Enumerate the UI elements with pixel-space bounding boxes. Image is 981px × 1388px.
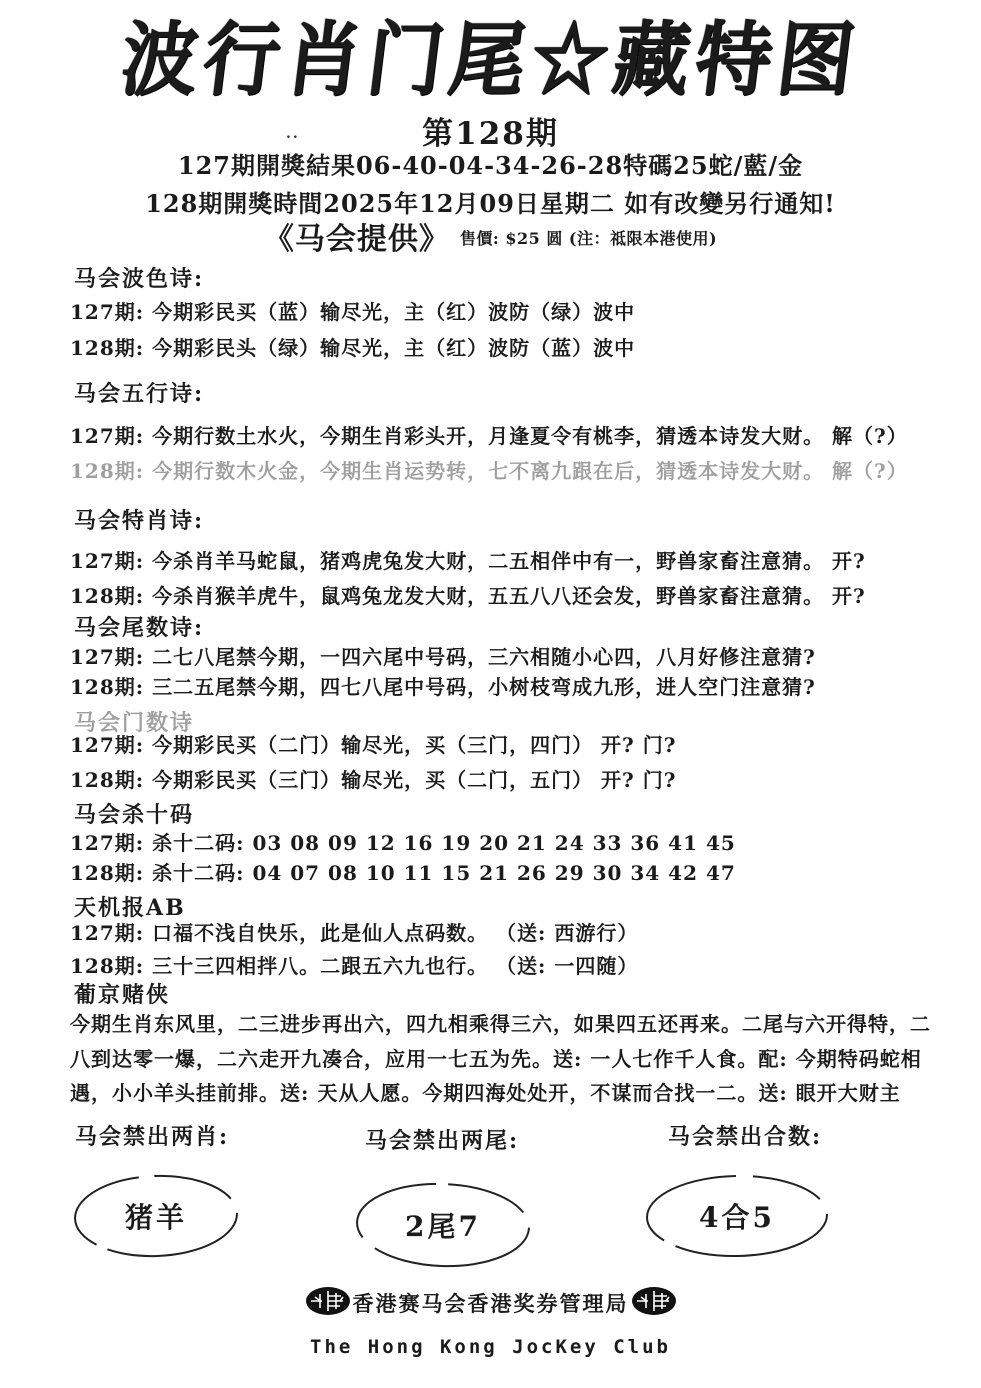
- ban-value-two-tails: 2尾7: [405, 1210, 481, 1243]
- previous-draw-result: 127期開獎結果06-40-04-34-26-28特碼25蛇/藍/金: [177, 151, 804, 180]
- section-heading-tianjibao: 天机报AB: [74, 895, 186, 921]
- hkjc-emblem-icon: [305, 1286, 351, 1320]
- poem-line: 127期: 今杀肖羊马蛇鼠，猪鸡虎兔发大财，二五相伴中有一，野兽家畜注意猜。 开?: [70, 549, 866, 573]
- poem-line: 127期: 今期行数土水火，今期生肖彩头开，月逢夏令有桃李，猜透本诗发大财。 解（?）: [70, 424, 908, 448]
- page-title: 波行肖门尾☆藏特图: [115, 12, 866, 107]
- section-heading-texiao: 马会特肖诗:: [74, 508, 205, 534]
- section-heading-weishu: 马会尾数诗:: [74, 615, 205, 641]
- provider-row: [0, 214, 981, 258]
- price-note: 售價: $25 圆 (注：祗限本港使用): [459, 229, 718, 248]
- poem-line: 128期: 今期彩民头（绿）输尽光，主（红）波防（蓝）波中: [70, 336, 636, 360]
- section-heading-wuxing: 马会五行诗:: [74, 381, 205, 407]
- section-heading-bose: 马会波色诗:: [74, 266, 205, 292]
- footer-organization-row: [0, 1286, 981, 1320]
- kill-numbers-line: 128期: 杀十二码: 04 07 08 10 11 15 21 26 29 30 34 42 47: [70, 861, 736, 885]
- ban-label-two-tails: 马会禁出两尾:: [365, 1128, 520, 1154]
- poem-line: 127期: 今期彩民买（二门）输尽光，买（三门，四门） 开? 门?: [70, 733, 677, 757]
- print-artifact-dots: ..: [286, 126, 300, 142]
- paragraph-line: 今期生肖东风里，二三进步再出六，四九相乘得三六，如果四五还再来。二尾与六开得特，二: [70, 1012, 931, 1036]
- paragraph-line: 八到达零一爆，二六走开九凑合，应用一七五为先。送: 一人七作千人食。配: 今期特码蛇相: [70, 1047, 922, 1071]
- provider-label: 《马会提供》: [263, 222, 450, 257]
- poem-line: 127期: 口福不浅自快乐，此是仙人点码数。 （送: 西游行）: [70, 921, 639, 945]
- poem-line: 127期: 二七八尾禁今期，一四六尾中号码，三六相随小心四，八月好修注意猜?: [70, 645, 816, 669]
- paragraph-line: 遇，小小羊头挂前排。送: 天从人愿。今期四海处处开，不谋而合找一二。送: 眼开大财主: [70, 1081, 901, 1105]
- poem-line: 127期: 今期彩民买（蓝）输尽光，主（红）波防（绿）波中: [70, 300, 636, 324]
- section-heading-menshu: 马会门数诗: [74, 710, 195, 736]
- ban-value-sum: 4合5: [699, 1201, 775, 1234]
- poem-line: 128期: 今杀肖猴羊虎牛，鼠鸡兔龙发大财，五五八八还会发，野兽家畜注意猜。 开?: [70, 584, 866, 608]
- ban-oval-two-tails: [352, 1180, 534, 1270]
- section-heading-pujingduxia: 葡京赌侠: [74, 982, 171, 1008]
- section-heading-shashima: 马会杀十码: [74, 802, 195, 828]
- ban-oval-sum: [642, 1172, 832, 1260]
- footer-organization-name: 香港赛马会香港奖券管理局: [352, 1291, 629, 1316]
- ban-value-two-zodiac: 猪羊: [124, 1201, 187, 1234]
- issue-number-heading: 第128期: [422, 116, 559, 152]
- poem-line: 128期: 今期彩民买（三门）输尽光，买（二门，五门） 开? 门?: [70, 768, 677, 792]
- poem-line: 128期: 三十三四相拌八。二跟五六九也行。 （送: 一四随）: [70, 954, 639, 978]
- next-draw-time: 128期開獎時間2025年12月09日星期二 如有改變另行通知!: [145, 189, 836, 218]
- kill-numbers-line: 127期: 杀十二码: 03 08 09 12 16 19 20 21 24 33 36 41 45: [70, 831, 736, 855]
- ban-oval-two-zodiac: [70, 1172, 242, 1260]
- poem-line-faded: 128期: 今期行数木火金，今期生肖运势转，七不离九跟在后，猜透本诗发大财。 解（?）: [70, 459, 908, 483]
- poem-line: 128期: 三二五尾禁今期，四七八尾中号码，小树枝弯成九形，进人空门注意猜?: [70, 675, 816, 699]
- hkjc-emblem-icon: [631, 1286, 677, 1320]
- footer-organization-name-english: The Hong Kong JocKey Club: [310, 1336, 671, 1358]
- ban-label-sum: 马会禁出合数:: [668, 1124, 823, 1150]
- ban-label-two-zodiac: 马会禁出两肖:: [75, 1124, 230, 1150]
